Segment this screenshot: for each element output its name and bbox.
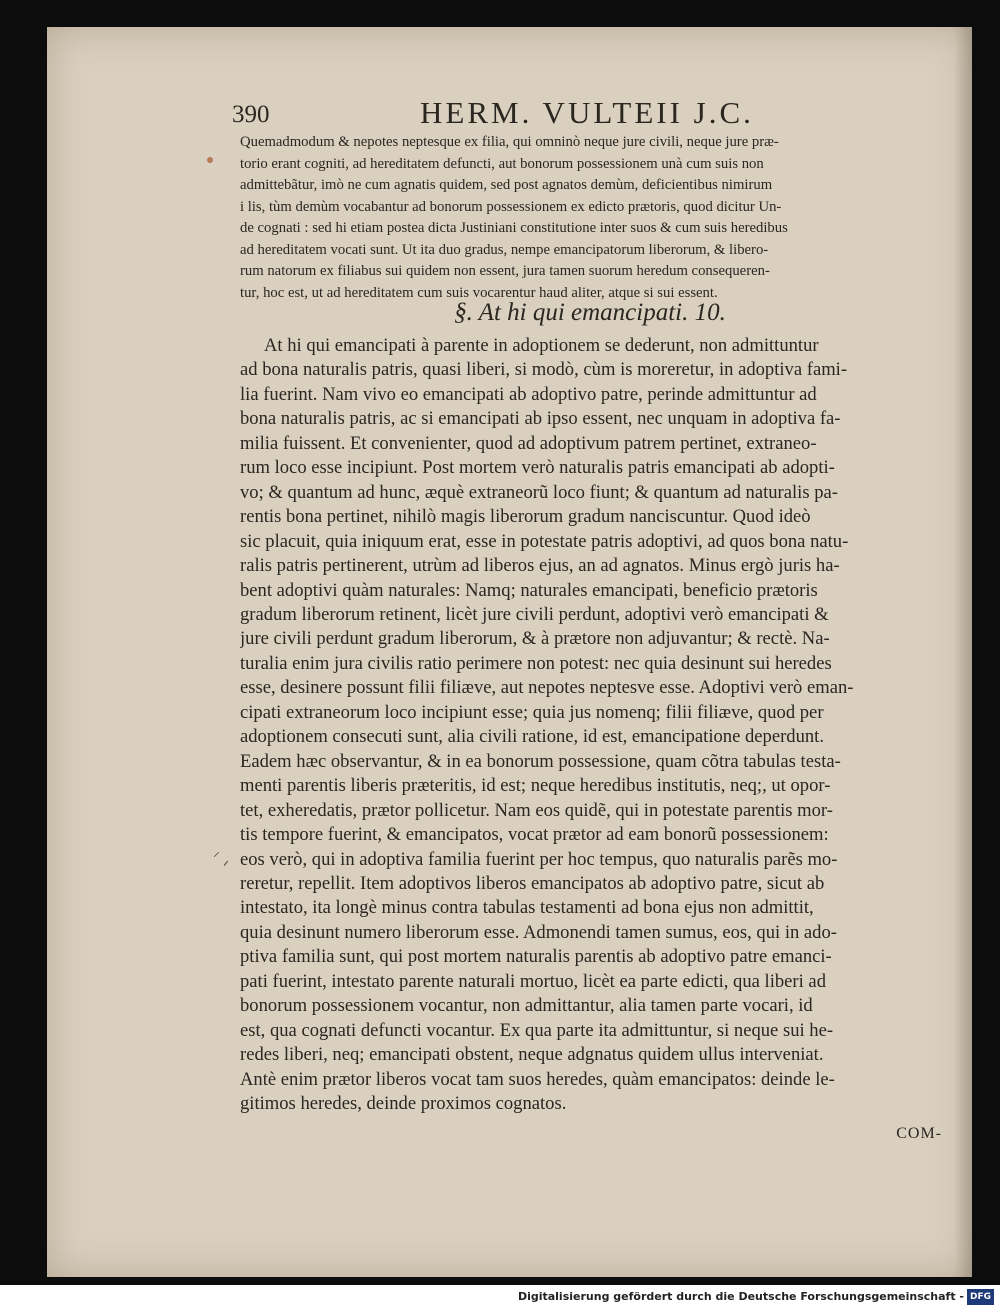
text-line: intestato, ita longè minus contra tabulas testamenti ad bona ejus non admittit, <box>240 897 814 919</box>
running-head: HERM. VULTEII J.C. <box>420 95 754 130</box>
page-number: 390 <box>232 101 270 128</box>
footer-credit: Digitalisierung gefördert durch die Deutsche Forschungsgemeinschaft - <box>517 1290 964 1303</box>
scanned-page <box>47 27 972 1277</box>
text-line: adoptionem consecuti sunt, alia civili ratione, id est, emancipatione deperdunt. <box>240 726 824 748</box>
small-print-line: rum natorum ex filiabus sui quidem non essent, jura tamen suorum heredum consequeren- <box>240 263 770 279</box>
margin-ink-spot <box>207 157 213 163</box>
text-line: At hi qui emancipati à parente in adoptionem se dederunt, non admittuntur <box>264 335 819 356</box>
text-line: gitimos heredes, deinde proximos cognatos. <box>240 1093 567 1115</box>
dfg-logo: DFG <box>967 1289 994 1305</box>
text-line: rum loco esse incipiunt. Post mortem verò naturalis patris emancipati ab adopti- <box>240 457 835 479</box>
small-print-line: tur, hoc est, ut ad hereditatem cum suis vocarentur haud aliter, atque si sui essent. <box>240 284 718 301</box>
margin-annotation-mark: ⸝ <box>213 844 220 860</box>
text-line: Eadem hæc observantur, & in ea bonorum possessione, quam cõtra tabulas testa- <box>240 750 841 772</box>
small-print-line: torio erant cogniti, ad hereditatem defuncti, aut bonorum possessionem unà cum suis non <box>240 155 764 172</box>
paragraph-main-text <box>240 334 942 1117</box>
small-print-line: ad hereditatem vocati sunt. Ut ita duo gradus, nempe emancipatorum liberorum, & libero- <box>240 241 769 258</box>
page-header <box>232 95 942 135</box>
small-print-line: admittebãtur, imò ne cum agnatis quidem, sed post agnatos demùm, deficientibus nimirum <box>240 177 773 193</box>
text-line: tet, exheredatis, prætor pollicetur. Nam eos quidẽ, qui in potestate parentis mor- <box>240 799 833 821</box>
text-line: quia desinunt numero liberorum esse. Admonendi tamen sumus, eos, qui in ado- <box>240 921 837 943</box>
small-print-line: de cognati : sed hi etiam postea dicta Justiniani constitutione inter suos & cum suis heredibus <box>240 220 788 236</box>
text-line: ralis patris pertinerent, utrùm ad liberos ejus, an ad agnatos. Minus ergò juris ha- <box>240 555 840 577</box>
text-line: tis tempore fuerint, & emancipatos, vocat prætor ad eam bonorũ possessionem: <box>240 824 829 846</box>
small-print-line: Quemadmodum & nepotes neptesque ex filia, qui omninò neque jure civili, neque jure præ- <box>240 134 779 150</box>
text-line: rentis bona pertinet, nihilò magis liberorum gradum nanciscuntur. Quod ideò <box>240 506 811 528</box>
text-line: cipati extraneorum loco incipiunt esse; quia jus nomenq; filii filiæve, quod per <box>240 701 824 723</box>
catchword: COM- <box>896 1125 942 1142</box>
text-line: turalia enim jura civilis ratio perimere non potest: nec quia desinunt sui heredes <box>240 652 832 674</box>
text-line: gradum liberorum retinent, licèt jure civili perdunt, adoptivi verò emancipati & <box>240 603 829 625</box>
text-line: bona naturalis patris, ac si emancipati ab ipso essent, nec unquam in adoptiva fa- <box>240 408 841 430</box>
text-line: bonorum possessionem vocantur, non admittantur, alia tamen parte vocari, id <box>240 995 813 1017</box>
text-line: redes liberi, neq; emancipati obstent, neque adgnatus quidem ullus interveniat. <box>240 1044 824 1066</box>
small-print-line: i lis, tùm demùm vocabantur ad bonorum possessionem ex edicto prætoris, quod dicitur Un- <box>240 198 782 215</box>
text-line: eos verò, qui in adoptiva familia fuerint per hoc tempus, quo naturalis parẽs mo- <box>240 848 838 870</box>
text-line: Antè enim prætor liberos vocat tam suos heredes, quàm emancipatos: deinde le- <box>240 1068 835 1090</box>
section-heading: §. At hi qui emancipati. 10. <box>454 299 726 326</box>
text-line: sic placuit, quia iniquum erat, esse in potestate patris adoptivi, ad quos bona natu- <box>240 530 849 552</box>
margin-annotation-mark: ᐟ <box>223 859 229 875</box>
paragraph-small-print <box>240 132 940 304</box>
text-line: jure civili perdunt gradum liberorum, & à prætore non adjuvantur; & rectè. Na- <box>240 628 830 650</box>
text-line: reretur, repellit. Item adoptivos liberos emancipatos ab adoptivo patre, sicut ab <box>240 872 825 894</box>
text-line: ptiva familia sunt, qui post mortem naturalis parentis ab adoptivo patre emanci- <box>240 946 832 968</box>
text-line: ad bona naturalis patris, quasi liberi, si modò, cùm is moreretur, in adoptiva fami- <box>240 359 848 381</box>
text-line: est, qua cognati defuncti vocantur. Ex qua parte ita admittuntur, si neque sui he- <box>240 1019 834 1041</box>
text-line: menti parentis liberis præteritis, id est; neque heredibus institutis, neq;, ut opor- <box>240 775 831 797</box>
text-line: vo; & quantum ad hunc, æquè extraneorũ loco fiunt; & quantum ad naturalis pa- <box>240 481 838 503</box>
text-line: bent adoptivi quàm naturales: Namq; naturales emancipati, beneficio prætoris <box>240 579 818 601</box>
text-line: lia fuerint. Nam vivo eo emancipati ab adoptivo patre, perinde admittuntur ad <box>240 383 817 405</box>
text-line: pati fuerint, intestato parente naturali mortuo, licèt ea parte edicti, qua liberi ad <box>240 970 826 992</box>
text-line: milia fuissent. Et convenienter, quod ad adoptivum patrem pertinet, extraneo- <box>240 432 817 454</box>
footer-bar <box>0 1285 1000 1310</box>
text-line: esse, desinere possunt filii filiæve, aut nepotes neptesve esse. Adoptivi verò eman- <box>240 677 854 699</box>
